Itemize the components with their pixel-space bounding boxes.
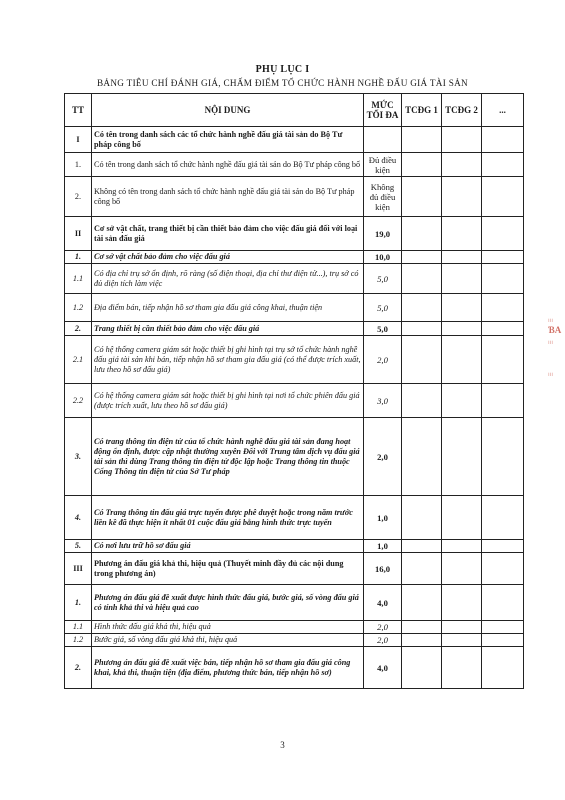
cell-level: 4,0 bbox=[364, 647, 402, 689]
cell-tt: II bbox=[65, 217, 92, 251]
table-row bbox=[65, 294, 524, 322]
cell-more bbox=[482, 294, 524, 322]
page-number: 3 bbox=[280, 740, 285, 750]
cell-tt: 2. bbox=[65, 322, 92, 336]
criteria-table bbox=[64, 93, 524, 689]
cell-tt: 1. bbox=[65, 585, 92, 621]
cell-tcdg2 bbox=[442, 153, 482, 177]
cell-more bbox=[482, 634, 524, 647]
col-header-tt: TT bbox=[65, 94, 92, 127]
cell-level: 3,0 bbox=[364, 384, 402, 418]
cell-tcdg2 bbox=[442, 177, 482, 217]
cell-more bbox=[482, 127, 524, 153]
cell-level: 4,0 bbox=[364, 585, 402, 621]
col-header-tcdg2: TCĐG 2 bbox=[442, 94, 482, 127]
cell-level: 16,0 bbox=[364, 553, 402, 585]
cell-content: Cơ sở vật chất bảo đảm cho việc đấu giá bbox=[92, 251, 364, 264]
cell-tcdg1 bbox=[402, 177, 442, 217]
cell-tt: 1. bbox=[65, 251, 92, 264]
table-row bbox=[65, 540, 524, 553]
stamp-mark: ⁞⁞⁞ bbox=[548, 340, 554, 346]
cell-more bbox=[482, 540, 524, 553]
table-row bbox=[65, 553, 524, 585]
cell-tcdg2 bbox=[442, 553, 482, 585]
cell-tt: 4. bbox=[65, 496, 92, 540]
cell-level: 5,0 bbox=[364, 294, 402, 322]
cell-content: Cơ sở vật chất, trang thiết bị cần thiết bảo đảm cho việc đấu giá đối với loại tài sản đấu giá bbox=[92, 217, 364, 251]
cell-level: 2,0 bbox=[364, 621, 402, 634]
cell-tt: 2.2 bbox=[65, 384, 92, 418]
cell-content: Trang thiết bị cần thiết bảo đảm cho việc đấu giá bbox=[92, 322, 364, 336]
document-subtitle: BẢNG TIÊU CHÍ ĐÁNH GIÁ, CHẤM ĐIỂM TỔ CHỨC HÀNH NGHỀ ĐẤU GIÁ TÀI SẢN bbox=[97, 78, 468, 88]
cell-level: Đủ điều kiện bbox=[364, 153, 402, 177]
cell-more bbox=[482, 217, 524, 251]
cell-level: 19,0 bbox=[364, 217, 402, 251]
cell-more bbox=[482, 264, 524, 294]
cell-tcdg2 bbox=[442, 322, 482, 336]
cell-more bbox=[482, 647, 524, 689]
cell-content: Có hệ thống camera giám sát hoặc thiết bị ghi hình tại trụ sở tổ chức hành nghề đấu giá tài sản khi bán, tiếp nhận hồ sơ tham gia đấu giá (có thể được trích xuất, lưu theo hồ sơ đấu giá) bbox=[92, 336, 364, 384]
cell-tcdg1 bbox=[402, 585, 442, 621]
cell-tcdg1 bbox=[402, 322, 442, 336]
cell-tt: 1.2 bbox=[65, 634, 92, 647]
table-header-row bbox=[65, 94, 524, 127]
cell-tt: 3. bbox=[65, 418, 92, 496]
cell-level: 2,0 bbox=[364, 418, 402, 496]
cell-content: Có trang thông tin điện tử của tổ chức hành nghề đấu giá tài sản đang hoạt động ổn định, được cập nhật thường xuyên Đối với Trung tâm dịch vụ đấu giá tài sản thì dùng Trang thông tin điện tử độc lập hoặc Trang thông tin thuộc Cổng Thông tin điện tử của Sở Tư pháp bbox=[92, 418, 364, 496]
cell-tcdg1 bbox=[402, 294, 442, 322]
cell-more bbox=[482, 177, 524, 217]
table-row bbox=[65, 322, 524, 336]
cell-tcdg2 bbox=[442, 418, 482, 496]
cell-level: 1,0 bbox=[364, 496, 402, 540]
cell-tt: 1.2 bbox=[65, 294, 92, 322]
table-row bbox=[65, 418, 524, 496]
cell-tt: 2.1 bbox=[65, 336, 92, 384]
cell-level: 10,0 bbox=[364, 251, 402, 264]
cell-more bbox=[482, 322, 524, 336]
cell-content: Địa điểm bán, tiếp nhận hồ sơ tham gia đấu giá công khai, thuận tiện bbox=[92, 294, 364, 322]
table-row bbox=[65, 127, 524, 153]
cell-tt: 1. bbox=[65, 153, 92, 177]
table-row bbox=[65, 621, 524, 634]
cell-tcdg2 bbox=[442, 264, 482, 294]
cell-tcdg1 bbox=[402, 496, 442, 540]
cell-content: Có nơi lưu trữ hồ sơ đấu giá bbox=[92, 540, 364, 553]
cell-level: 2,0 bbox=[364, 634, 402, 647]
cell-tcdg2 bbox=[442, 621, 482, 634]
cell-more bbox=[482, 153, 524, 177]
cell-tt: 5. bbox=[65, 540, 92, 553]
cell-tcdg2 bbox=[442, 251, 482, 264]
cell-tcdg2 bbox=[442, 585, 482, 621]
cell-tt: III bbox=[65, 553, 92, 585]
cell-tcdg1 bbox=[402, 336, 442, 384]
cell-content: Phương án đấu giá đề xuất được hình thức đấu giá, bước giá, số vòng đấu giá có tính khả thi và hiệu quả cao bbox=[92, 585, 364, 621]
table-row bbox=[65, 251, 524, 264]
cell-tcdg1 bbox=[402, 264, 442, 294]
cell-tt: 2. bbox=[65, 647, 92, 689]
cell-level: Không đủ điều kiện bbox=[364, 177, 402, 217]
cell-level bbox=[364, 127, 402, 153]
cell-tcdg2 bbox=[442, 647, 482, 689]
cell-level: 1,0 bbox=[364, 540, 402, 553]
table-row bbox=[65, 384, 524, 418]
cell-content: Hình thức đấu giá khả thi, hiệu quả bbox=[92, 621, 364, 634]
cell-content: Bước giá, số vòng đấu giá khả thi, hiệu quả bbox=[92, 634, 364, 647]
cell-more bbox=[482, 384, 524, 418]
stamp-mark: ⁞⁞⁞ bbox=[548, 372, 554, 378]
cell-more bbox=[482, 496, 524, 540]
cell-tcdg1 bbox=[402, 217, 442, 251]
cell-tt: 2. bbox=[65, 177, 92, 217]
cell-tcdg2 bbox=[442, 336, 482, 384]
col-header-content: NỘI DUNG bbox=[92, 94, 364, 127]
cell-tcdg1 bbox=[402, 553, 442, 585]
table-row bbox=[65, 647, 524, 689]
cell-tcdg1 bbox=[402, 251, 442, 264]
cell-tcdg1 bbox=[402, 418, 442, 496]
table-row bbox=[65, 217, 524, 251]
cell-tcdg2 bbox=[442, 127, 482, 153]
cell-content: Không có tên trong danh sách tổ chức hành nghề đấu giá tài sản do Bộ Tư pháp công bố bbox=[92, 177, 364, 217]
cell-content: Có Trang thông tin đấu giá trực tuyến được phê duyệt hoặc trong năm trước liền kề đã thực hiện ít nhất 01 cuộc đấu giá bằng hình thức trực tuyến bbox=[92, 496, 364, 540]
cell-more bbox=[482, 621, 524, 634]
cell-tcdg1 bbox=[402, 153, 442, 177]
cell-more bbox=[482, 585, 524, 621]
col-header-more: ... bbox=[482, 94, 524, 127]
cell-level: 5,0 bbox=[364, 264, 402, 294]
table-row bbox=[65, 496, 524, 540]
cell-tcdg2 bbox=[442, 496, 482, 540]
cell-content: Có tên trong danh sách tổ chức hành nghề đấu giá tài sản do Bộ Tư pháp công bố bbox=[92, 153, 364, 177]
table-row bbox=[65, 153, 524, 177]
cell-content: Phương án đấu giá đề xuất việc bán, tiếp nhận hồ sơ tham gia đấu giá công khai, khả thi, thuận tiện (địa điểm, phương thức bán, tiếp nhận hồ sơ) bbox=[92, 647, 364, 689]
cell-tt: I bbox=[65, 127, 92, 153]
table-row bbox=[65, 177, 524, 217]
cell-tcdg1 bbox=[402, 647, 442, 689]
cell-tcdg2 bbox=[442, 384, 482, 418]
stamp-mark: ⁞⁞⁞ bbox=[548, 318, 554, 324]
cell-tcdg2 bbox=[442, 634, 482, 647]
table-row bbox=[65, 585, 524, 621]
cell-more bbox=[482, 553, 524, 585]
col-header-tcdg1: TCĐG 1 bbox=[402, 94, 442, 127]
table-row bbox=[65, 264, 524, 294]
cell-tcdg1 bbox=[402, 634, 442, 647]
stamp-mark: ƁA bbox=[548, 325, 562, 335]
cell-level: 5,0 bbox=[364, 322, 402, 336]
cell-tcdg1 bbox=[402, 127, 442, 153]
cell-content: Có địa chỉ trụ sở ổn định, rõ ràng (số điện thoại, địa chỉ thư điện tử...), trụ sở có đủ diện tích làm việc bbox=[92, 264, 364, 294]
table-row bbox=[65, 336, 524, 384]
cell-content: Phương án đấu giá khả thi, hiệu quả (Thuyết minh đầy đủ các nội dung trong phương án) bbox=[92, 553, 364, 585]
cell-tcdg1 bbox=[402, 621, 442, 634]
cell-tcdg1 bbox=[402, 384, 442, 418]
cell-level: 2,0 bbox=[364, 336, 402, 384]
cell-more bbox=[482, 336, 524, 384]
cell-tcdg2 bbox=[442, 540, 482, 553]
table-row bbox=[65, 634, 524, 647]
cell-more bbox=[482, 418, 524, 496]
cell-tcdg2 bbox=[442, 217, 482, 251]
cell-tt: 1.1 bbox=[65, 621, 92, 634]
cell-content: Có tên trong danh sách các tổ chức hành nghề đấu giá tài sản do Bộ Tư pháp công bố bbox=[92, 127, 364, 153]
cell-tcdg2 bbox=[442, 294, 482, 322]
cell-more bbox=[482, 251, 524, 264]
cell-tt: 1.1 bbox=[65, 264, 92, 294]
appendix-title: PHỤ LỤC I bbox=[255, 64, 310, 75]
cell-content: Có hệ thống camera giám sát hoặc thiết bị ghi hình tại nơi tổ chức phiên đấu giá (được trích xuất, lưu theo hồ sơ đấu giá) bbox=[92, 384, 364, 418]
cell-tcdg1 bbox=[402, 540, 442, 553]
col-header-level: MỨC TỐI ĐA bbox=[364, 94, 402, 127]
